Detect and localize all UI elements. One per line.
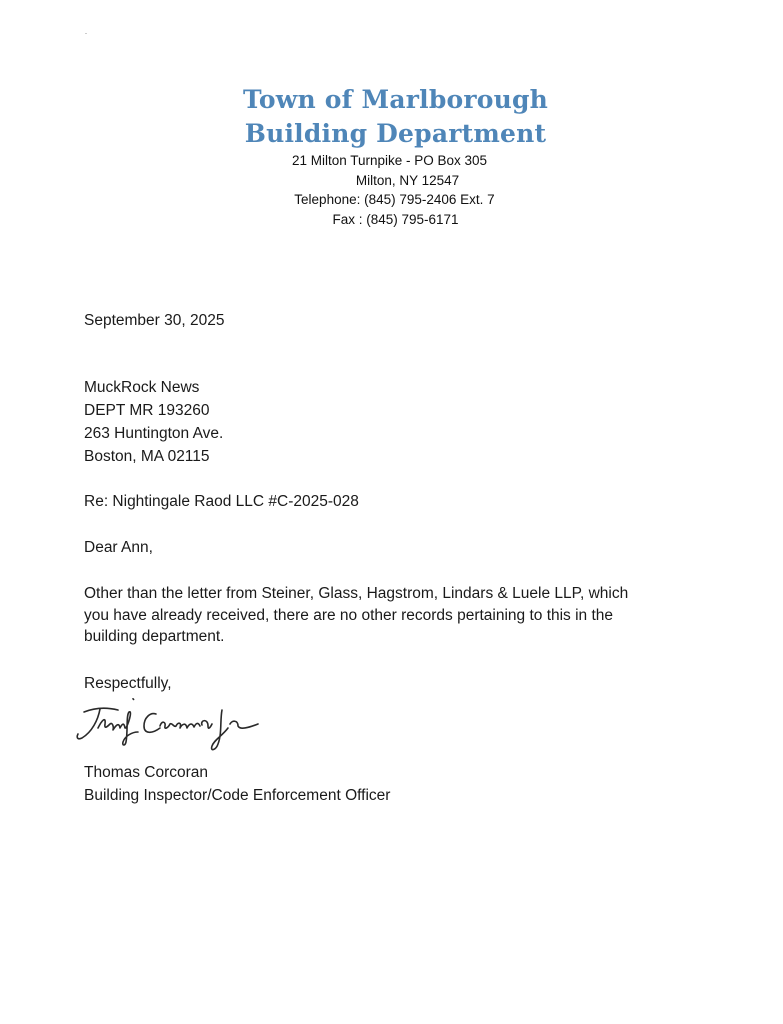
recipient-street: 263 Huntington Ave.	[84, 425, 224, 442]
handwritten-signature	[72, 698, 272, 770]
letterhead-org-line1: Town of Marlborough	[242, 85, 549, 114]
letterhead-telephone: Telephone: (845) 795-2406 Ext. 7	[294, 192, 495, 207]
recipient-dept: DEPT MR 193260	[84, 402, 210, 419]
body-paragraph: Other than the letter from Steiner, Glass, Hagstrom, Lindars & Luele LLP, which you have already received, there are no other records pertaining to this in the building department.	[84, 585, 629, 645]
closing: Respectfully,	[84, 675, 172, 692]
signer-title: Building Inspector/Code Enforcement Officer	[84, 787, 391, 804]
letterhead-org-line2: Building Department	[244, 119, 547, 148]
re-line: Re: Nightingale Raod LLC #C-2025-028	[84, 493, 359, 510]
recipient-name: MuckRock News	[84, 379, 200, 396]
scan-speck	[85, 33, 87, 34]
letterhead-fax: Fax : (845) 795-6171	[332, 212, 459, 227]
letter-date: September 30, 2025	[84, 312, 225, 329]
letterhead-city: Milton, NY 12547	[355, 173, 460, 188]
recipient-city: Boston, MA 02115	[84, 448, 210, 465]
salutation: Dear Ann,	[84, 539, 153, 556]
letterhead-address: 21 Milton Turnpike - PO Box 305	[291, 153, 488, 168]
signer-name: Thomas Corcoran	[84, 764, 209, 781]
